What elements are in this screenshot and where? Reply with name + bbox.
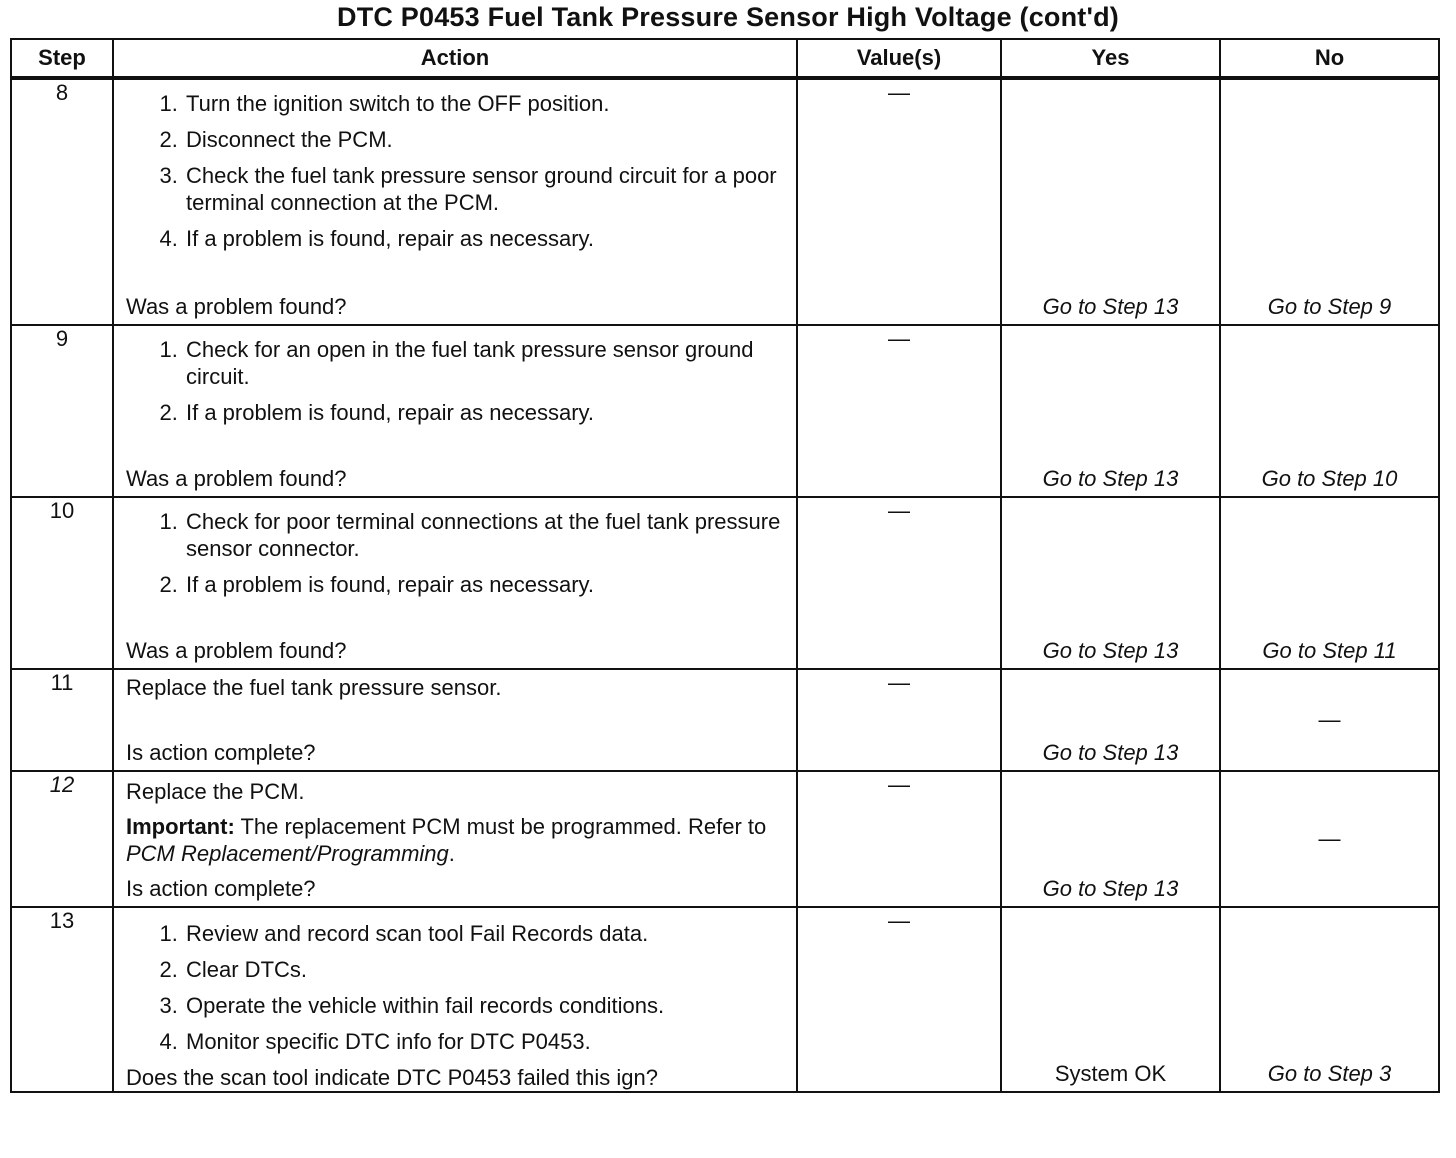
table-header-row (11, 39, 1439, 78)
header-no: No (1220, 39, 1439, 78)
action-item: 1. Check for an open in the fuel tank pressure sensor ground circuit. (184, 336, 786, 390)
yes-result: Go to Step 13 (1042, 876, 1179, 901)
action-cell (113, 497, 797, 669)
action-item: 2. If a problem is found, repair as necessary. (184, 571, 786, 598)
no-result: Go to Step 9 (1267, 294, 1392, 319)
action-item: 3. Operate the vehicle within fail records conditions. (184, 992, 786, 1019)
no-cell (1220, 78, 1439, 325)
action-cell (113, 669, 797, 771)
action-item: 2. Disconnect the PCM. (184, 126, 786, 153)
no-result: Go to Step 10 (1261, 466, 1398, 491)
value-cell: — (797, 497, 1001, 669)
header-action: Action (113, 39, 797, 78)
page-title: DTC P0453 Fuel Tank Pressure Sensor High Voltage (cont'd) (337, 2, 1119, 32)
action-question: Is action complete? (126, 740, 316, 765)
no-result: Go to Step 3 (1267, 1061, 1392, 1086)
action-question: Does the scan tool indicate DTC P0453 failed this ign? (126, 1065, 658, 1090)
header-values: Value(s) (797, 39, 1001, 78)
action-cell (113, 78, 797, 325)
value-cell: — (797, 771, 1001, 907)
action-cell (113, 325, 797, 497)
value-cell: — (797, 325, 1001, 497)
action-question: Was a problem found? (126, 294, 347, 319)
action-question: Was a problem found? (126, 466, 347, 491)
reference-link-text: PCM Replacement/Programming (126, 841, 449, 866)
table-row-step-9 (11, 325, 1439, 497)
step-number: 13 (11, 907, 113, 1092)
no-cell (1220, 907, 1439, 1092)
yes-cell (1001, 669, 1220, 771)
diagnostic-table (10, 38, 1440, 1093)
no-cell (1220, 325, 1439, 497)
no-result: — (1318, 826, 1341, 851)
yes-cell (1001, 78, 1220, 325)
important-note (126, 813, 786, 867)
table-row-step-8 (11, 78, 1439, 325)
action-item: 4. Monitor specific DTC info for DTC P0453. (184, 1028, 786, 1055)
table-row-step-10 (11, 497, 1439, 669)
action-item: 2. If a problem is found, repair as necessary. (184, 399, 786, 426)
value-cell: — (797, 78, 1001, 325)
yes-result: Go to Step 13 (1042, 638, 1179, 663)
step-number: 12 (11, 771, 113, 907)
action-question: Was a problem found? (126, 638, 347, 663)
action-item: 1. Turn the ignition switch to the OFF position. (184, 90, 786, 117)
important-text: The replacement PCM must be programmed. Refer to (234, 814, 767, 839)
action-cell (113, 771, 797, 907)
yes-result: System OK (1054, 1061, 1167, 1086)
action-question: Is action complete? (126, 876, 316, 901)
value-cell: — (797, 669, 1001, 771)
no-cell (1220, 497, 1439, 669)
action-list (126, 508, 786, 607)
step-number: 10 (11, 497, 113, 669)
action-item: 1. Review and record scan tool Fail Records data. (184, 920, 786, 947)
no-cell (1220, 669, 1439, 771)
action-cell (113, 907, 797, 1092)
yes-cell (1001, 497, 1220, 669)
action-item: 4. If a problem is found, repair as necessary. (184, 225, 786, 252)
no-result: Go to Step 11 (1262, 638, 1397, 663)
header-step: Step (11, 39, 113, 78)
action-item: 2. Clear DTCs. (184, 956, 786, 983)
important-label: Important: (126, 814, 235, 839)
action-list (126, 90, 786, 261)
yes-cell (1001, 771, 1220, 907)
action-text: Replace the PCM. (126, 779, 305, 804)
yes-result: Go to Step 13 (1042, 294, 1179, 319)
action-text: Replace the fuel tank pressure sensor. (126, 675, 502, 700)
yes-result: Go to Step 13 (1042, 466, 1179, 491)
no-cell (1220, 771, 1439, 907)
action-list (126, 920, 786, 1064)
value-cell: — (797, 907, 1001, 1092)
table-row-step-12 (11, 771, 1439, 907)
no-result: — (1318, 707, 1341, 732)
action-item: 1. Check for poor terminal connections at the fuel tank pressure sensor connector. (184, 508, 786, 562)
important-end: . (448, 841, 455, 866)
step-number: 11 (11, 669, 113, 771)
step-number: 9 (11, 325, 113, 497)
table-row-step-13 (11, 907, 1439, 1092)
step-number: 8 (11, 78, 113, 325)
yes-result: Go to Step 13 (1042, 740, 1179, 765)
action-list (126, 336, 786, 435)
action-item: 3. Check the fuel tank pressure sensor ground circuit for a poor terminal connection at the PCM. (184, 162, 786, 216)
yes-cell (1001, 325, 1220, 497)
yes-cell (1001, 907, 1220, 1092)
table-row-step-11 (11, 669, 1439, 771)
header-yes: Yes (1001, 39, 1220, 78)
